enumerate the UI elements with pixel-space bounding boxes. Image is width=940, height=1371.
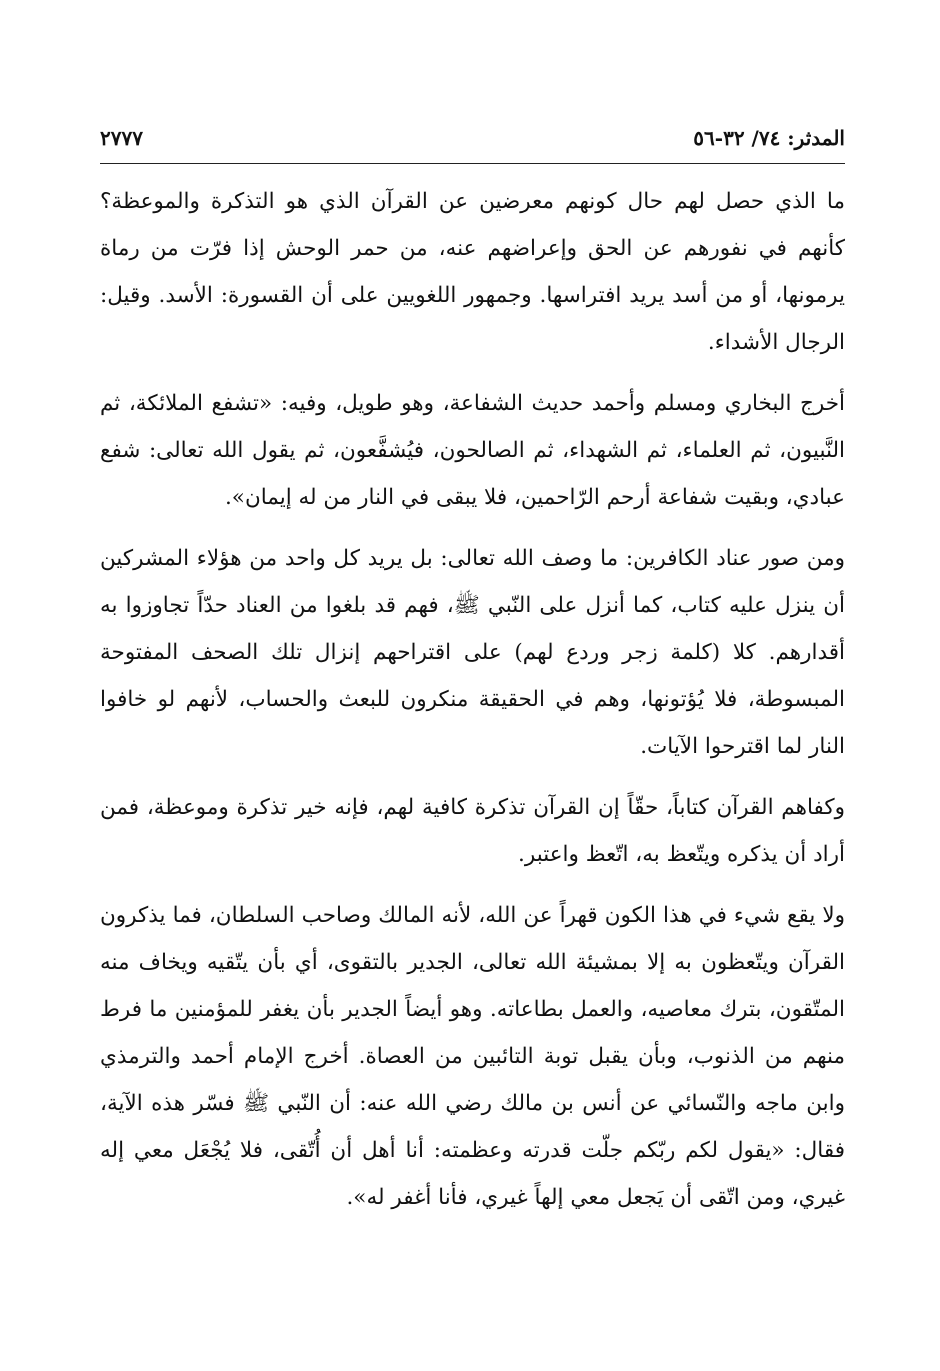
page-header xyxy=(100,118,845,158)
paragraph-1: ما الذي حصل لهم حال كونهم معرضين عن القرآن الذي هو التذكرة والموعظة؟ كأنهم في نفورهم عن الحق وإعراضهم عنه، من حمر الوحش إذا فرّت من رماة يرمونها، أو من أسد يريد افتراسها. وجمهور اللغويين على أن القسورة: الأسد. وقيل: الرجال الأشداء. xyxy=(100,189,845,355)
paragraph-4: وكفاهم القرآن كتاباً، حقّاً إن القرآن تذكرة كافية لهم، فإنه خير تذكرة وموعظة، فمن أراد أن يذكره ويتّعظ به، اتّعظ واعتبر. xyxy=(100,795,845,867)
paragraph-3: ومن صور عناد الكافرين: ما وصف الله تعالى: بل يريد كل واحد من هؤلاء المشركين أن ينزل عليه كتاب، كما أنزل على النّبي ﷺ، فهم قد بلغوا من العناد حدّاً تجاوزوا به أقدارهم. كلا (كلمة زجر وردع لهم) على اقتراحهم إنزال تلك الصحف المفتوحة المبسوطة، فلا يُؤتونها، وهم في الحقيقة منكرون للبعث والحساب، لأنهم لو خافوا النار لما اقترحوا الآيات. xyxy=(100,546,845,759)
paragraph-2: أخرج البخاري ومسلم وأحمد حديث الشفاعة، وهو طويل، وفيه: «تشفع الملائكة، ثم النَّبيون، ثم العلماء، ثم الشهداء، ثم الصالحون، فيُشفَّعون، ثم يقول الله تعالى: شفع عبادي، وبقيت شفاعة أرحم الرّاحمين، فلا يبقى في النار من له إيمان». xyxy=(100,391,845,510)
surah-verse-reference: المدثر: ٧٤/ ٣٢-٥٦ xyxy=(693,126,845,150)
page-body xyxy=(100,178,845,1235)
header-divider xyxy=(100,163,845,164)
paragraph-5: ولا يقع شيء في هذا الكون قهراً عن الله، لأنه المالك وصاحب السلطان، فما يذكرون القرآن ويتّعظون به إلا بمشيئة الله تعالى، الجدير بالتقوى، أي بأن يتّقيه ويخاف منه المتّقون، بترك معاصيه، والعمل بطاعاته. وهو أيضاً الجدير بأن يغفر للمؤمنين ما فرط منهم من الذنوب، وبأن يقبل توبة التائبين من العصاة. أخرج الإمام أحمد والترمذي وابن ماجه والنّسائي عن أنس بن مالك رضي الله عنه: أن النّبي ﷺ فسّر هذه الآية، فقال: «يقول لكم ربّكم جلّت قدرته وعظمته: أنا أهل أن أُتّقى، فلا يُجْعَل معي إله غيري، ومن اتّقى أن يَجعل معي إلهاً غيري، فأنا أغفر له». xyxy=(100,903,845,1210)
page-number: ٢٧٧٧ xyxy=(100,126,143,150)
